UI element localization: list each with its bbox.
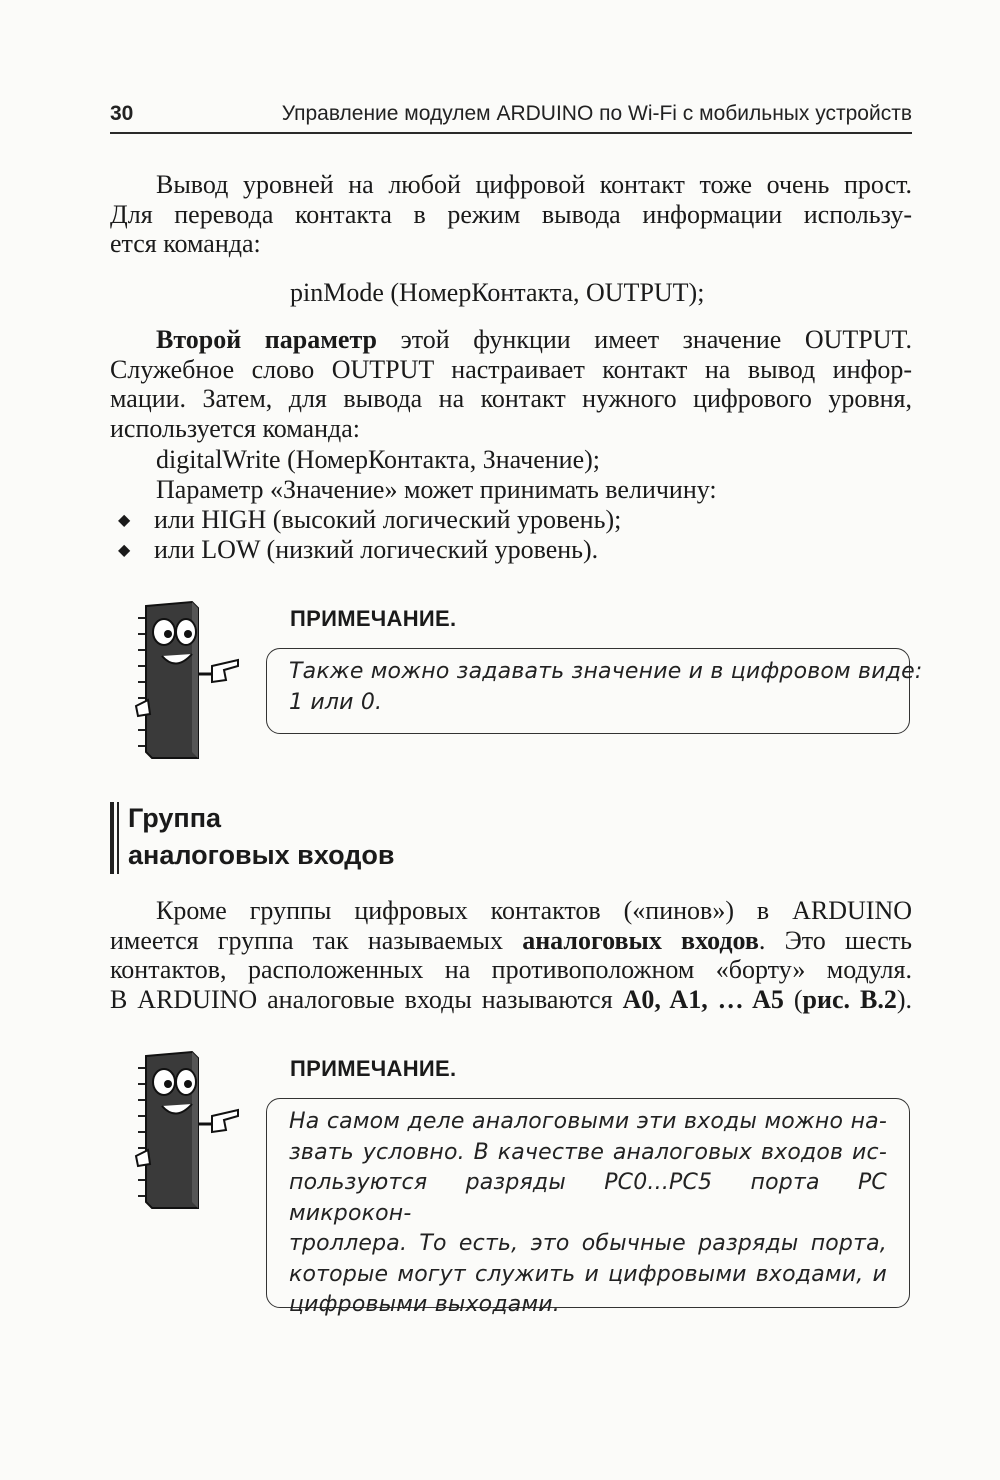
paragraph-line: Служебное слово OUTPUT настраивает контакт на вывод инфор- [110, 354, 912, 384]
paragraph-text: ( [783, 984, 803, 1014]
paragraph-line: ется команда: [110, 229, 261, 258]
paragraph-2 [110, 325, 912, 443]
paragraph-line [110, 325, 912, 355]
paragraph-text: этой функции имеет значение OUTPUT. [377, 325, 912, 354]
note-line: На самом деле аналоговыми эти входы можно на- [289, 1109, 887, 1134]
list-item [118, 505, 908, 535]
diamond-bullet-icon: ◆ [118, 512, 131, 529]
running-header [110, 96, 912, 134]
note-line: пользуются разряды PC0...PC5 порта PC микрокон- [289, 1170, 887, 1226]
paragraph-text: . Это шесть [758, 925, 912, 955]
section-heading-line: Группа [128, 803, 222, 833]
note-title: ПРИМЕЧАНИЕ. [290, 606, 457, 631]
page-number: 30 [110, 102, 134, 125]
paragraph-text: ). [896, 984, 912, 1014]
bullet-list [118, 505, 908, 564]
chip-mascot-icon [128, 600, 248, 760]
paragraph-line [110, 926, 912, 956]
paragraph-1 [110, 170, 912, 259]
note-line: цифровыми выходами. [289, 1292, 560, 1317]
paragraph-line: Для перевода контакта в режим вывода информации использу- [110, 199, 912, 229]
list-item [118, 535, 908, 565]
note-line: звать условно. В качестве аналоговых входов ис- [289, 1139, 887, 1165]
section-marker [110, 802, 114, 874]
code-text: pinMode (НомерКонтакта, OUTPUT); [290, 278, 705, 307]
bold-term: A0, A1, … A5 [622, 984, 784, 1014]
note-line: которые могут служить и цифровыми входами, и [289, 1261, 887, 1287]
diamond-bullet-icon: ◆ [118, 541, 131, 559]
paragraph-text: В ARDUINO аналоговые входы называются [110, 984, 623, 1014]
paragraph-3 [156, 475, 906, 505]
section-heading-line: аналоговых входов [128, 840, 395, 870]
code-line-pinmode [290, 278, 890, 308]
bold-term: аналоговых входов [522, 925, 759, 955]
note-line: 1 или 0. [289, 689, 383, 715]
code-line-digitalwrite [156, 445, 856, 475]
section-marker [117, 802, 119, 874]
chip-mascot-icon [128, 1050, 248, 1210]
paragraph-line: Параметр «Значение» может принимать величину: [156, 475, 717, 504]
paragraph-line: используется команда: [110, 413, 360, 443]
running-title: Управление модулем ARDUINO по Wi-Fi с мобильных устройств [281, 102, 912, 125]
paragraph-line [110, 985, 912, 1015]
paragraph-line: мации. Затем, для вывода на контакт нужного цифрового уровня, [110, 384, 912, 413]
note-line: троллера. То есть, это обычные разряды порта, [289, 1231, 887, 1256]
paragraph-text: имеется группа так называемых [110, 925, 523, 955]
list-item-text: или LOW (низкий логический уровень). [154, 534, 599, 564]
note-line: Также можно задавать значение и в цифровом виде: [289, 659, 923, 684]
code-text: digitalWrite (НомерКонтакта, Значение); [156, 445, 601, 474]
paragraph-4 [110, 896, 912, 1014]
paragraph-line: контактов, расположенных на противоположном «борту» модуля. [110, 955, 912, 984]
note-title: ПРИМЕЧАНИЕ. [290, 1056, 457, 1081]
note-box [266, 1098, 910, 1317]
section-heading [128, 800, 395, 874]
bold-term: Второй параметр [156, 325, 378, 354]
paragraph-line: Кроме группы цифровых контактов («пинов») в ARDUINO [156, 896, 912, 925]
paragraph-line: Вывод уровней на любой цифровой контакт тоже очень прост. [156, 170, 912, 199]
figure-reference: рис. В.2 [802, 984, 897, 1014]
list-item-text: или HIGH (высокий логический уровень); [154, 505, 622, 534]
note-box [266, 648, 923, 734]
